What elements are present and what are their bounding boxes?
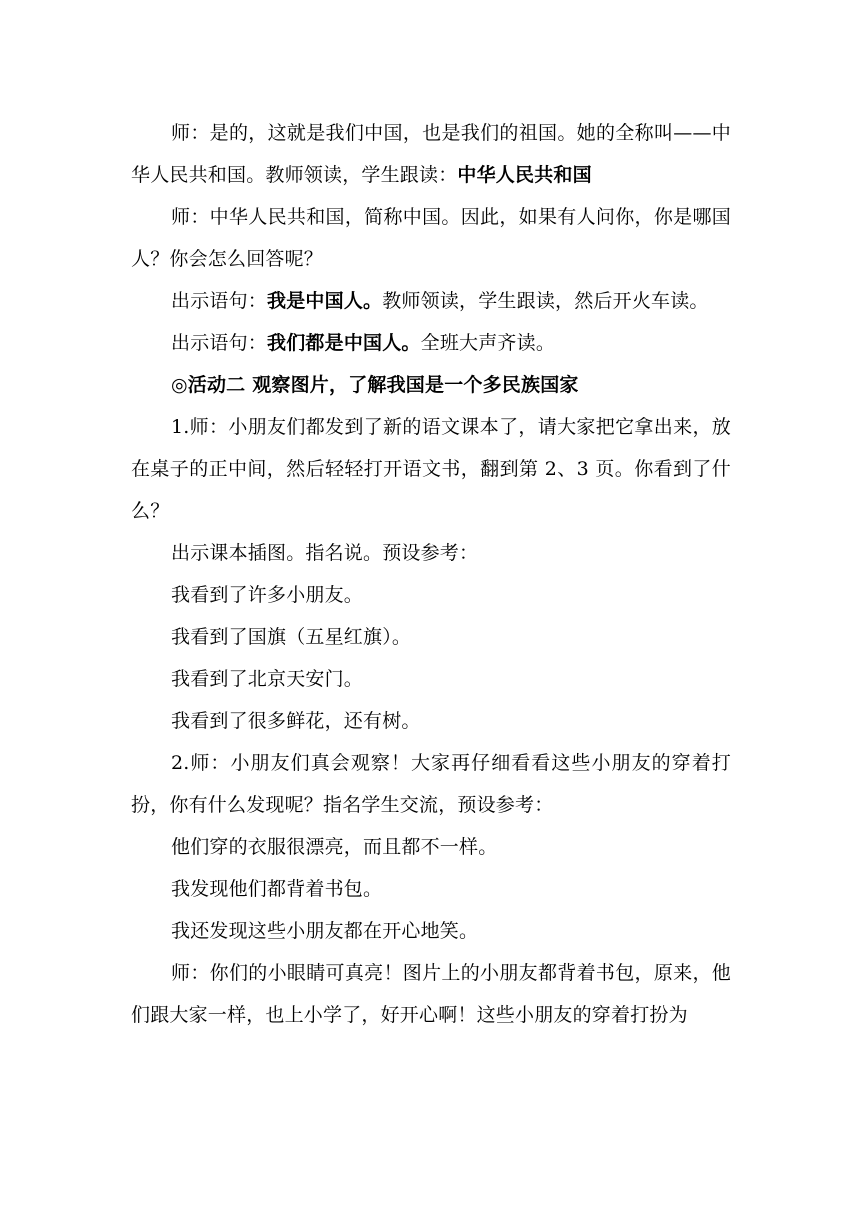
paragraph-text: 师：你们的小眼睛可真亮！图片上的小朋友都背着书包，原来，他们跟大家一样，也上小学了，好开心啊！这些小朋友的穿着打扮为	[131, 962, 731, 1026]
paragraph-text: 全班大声齐读。	[420, 332, 556, 354]
paragraph-2	[131, 196, 731, 280]
paragraph-1	[131, 112, 731, 196]
paragraph-text: 我看到了许多小朋友。	[171, 584, 364, 606]
paragraph-3	[131, 280, 731, 322]
paragraph-6	[131, 406, 731, 532]
paragraph-text: 1.师：小朋友们都发到了新的语文课本了，请大家把它拿出来，放在桌子的正中间，然后轻轻打开语文书，翻到第 2、3 页。你看到了什么？	[131, 416, 731, 522]
paragraph-13	[131, 826, 731, 868]
paragraph-text: 我还发现这些小朋友都在开心地笑。	[171, 920, 479, 942]
paragraph-15	[131, 910, 731, 952]
paragraph-16	[131, 952, 731, 1036]
paragraph-text: 出示课本插图。指名说。预设参考：	[171, 542, 479, 564]
paragraph-10	[131, 658, 731, 700]
bold-phrase: 我们都是中国人。	[267, 332, 421, 354]
paragraph-8	[131, 574, 731, 616]
paragraph-text: 2.师：小朋友们真会观察！大家再仔细看看这些小朋友的穿着打扮，你有什么发现呢？指名学生交流，预设参考：	[131, 752, 731, 816]
paragraph-4	[131, 322, 731, 364]
bold-phrase: 我是中国人。	[267, 290, 383, 312]
paragraph-7	[131, 532, 731, 574]
bold-phrase: 中华人民共和国	[457, 164, 592, 186]
paragraph-text: 出示语句：	[171, 290, 268, 312]
paragraph-text: 师：中华人民共和国，简称中国。因此，如果有人问你，你是哪国人？你会怎么回答呢？	[131, 206, 731, 270]
paragraph-text: 教师领读，学生跟读，然后开火车读。	[382, 290, 709, 312]
heading-text: ◎活动二 观察图片，了解我国是一个多民族国家	[171, 374, 579, 396]
paragraph-text: 出示语句：	[171, 332, 268, 354]
paragraph-9	[131, 616, 731, 658]
paragraph-text: 师：是的，这就是我们中国，也是我们的祖国。她的全称叫——中华人民共和国。教师领读，学生跟读：	[131, 122, 731, 186]
paragraph-text: 我看到了国旗（五星红旗）。	[171, 626, 412, 648]
paragraph-14	[131, 868, 731, 910]
paragraph-text: 我看到了很多鲜花，还有树。	[171, 710, 421, 732]
document-body	[131, 112, 731, 1036]
paragraph-11	[131, 700, 731, 742]
paragraph-text: 我发现他们都背着书包。	[171, 878, 383, 900]
paragraph-12	[131, 742, 731, 826]
section-heading	[131, 364, 731, 406]
paragraph-text: 我看到了北京天安门。	[171, 668, 364, 690]
paragraph-text: 他们穿的衣服很漂亮，而且都不一样。	[171, 836, 498, 858]
